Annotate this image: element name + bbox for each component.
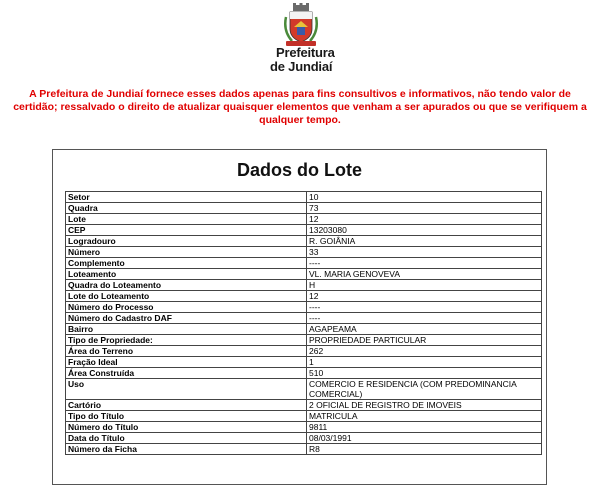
row-label: Data do Título — [66, 433, 307, 444]
row-label: Número do Cadastro DAF — [66, 313, 307, 324]
row-value: 9811 — [307, 422, 542, 433]
row-label: Número do Título — [66, 422, 307, 433]
table-row — [66, 203, 542, 214]
table-row — [66, 346, 542, 357]
table-row — [66, 400, 542, 411]
row-label: Tipo do Título — [66, 411, 307, 422]
table-row — [66, 433, 542, 444]
page-header — [0, 0, 600, 84]
table-row — [66, 444, 542, 455]
row-value: 2 OFICIAL DE REGISTRO DE IMOVEIS — [307, 400, 542, 411]
row-value: 73 — [307, 203, 542, 214]
row-value: COMERCIO E RESIDENCIA (COM PREDOMINANCIA COMERCIAL) — [307, 379, 542, 400]
table-row — [66, 192, 542, 203]
row-label: Área Construída — [66, 368, 307, 379]
row-label: Bairro — [66, 324, 307, 335]
row-label: CEP — [66, 225, 307, 236]
table-row — [66, 368, 542, 379]
row-value: 33 — [307, 247, 542, 258]
row-value: MATRICULA — [307, 411, 542, 422]
row-value: 08/03/1991 — [307, 433, 542, 444]
row-value: R8 — [307, 444, 542, 455]
table-row — [66, 236, 542, 247]
row-label: Quadra — [66, 203, 307, 214]
row-label: Número do Processo — [66, 302, 307, 313]
row-value: 12 — [307, 291, 542, 302]
row-value: VL. MARIA GENOVEVA — [307, 269, 542, 280]
row-label: Complemento — [66, 258, 307, 269]
table-row — [66, 269, 542, 280]
row-value: ---- — [307, 302, 542, 313]
row-value: ---- — [307, 258, 542, 269]
row-label: Área do Terreno — [66, 346, 307, 357]
table-row — [66, 280, 542, 291]
table-row — [66, 258, 542, 269]
lot-data-card — [52, 149, 547, 485]
row-value: R. GOIÂNIA — [307, 236, 542, 247]
row-value: 10 — [307, 192, 542, 203]
table-row — [66, 313, 542, 324]
row-label: Logradouro — [66, 236, 307, 247]
row-value: ---- — [307, 313, 542, 324]
row-value: 12 — [307, 214, 542, 225]
row-label: Número — [66, 247, 307, 258]
row-label: Setor — [66, 192, 307, 203]
row-value: PROPRIEDADE PARTICULAR — [307, 335, 542, 346]
table-row — [66, 302, 542, 313]
table-row — [66, 324, 542, 335]
row-value: 1 — [307, 357, 542, 368]
table-row — [66, 291, 542, 302]
table-row — [66, 411, 542, 422]
row-value: 13203080 — [307, 225, 542, 236]
table-row — [66, 379, 542, 400]
row-label: Número da Ficha — [66, 444, 307, 455]
table-row — [66, 247, 542, 258]
row-value: AGAPEAMA — [307, 324, 542, 335]
row-label: Loteamento — [66, 269, 307, 280]
logo-wordmark: Prefeitura de Jundiaí — [270, 45, 335, 74]
row-value: H — [307, 280, 542, 291]
disclaimer-text: A Prefeitura de Jundiaí fornece esses dados apenas para fins consultivos e informativos, não tendo valor de certidão; ressalvado o direito de atualizar quaisquer elementos que venham a ser apurados ou que se verifiquem a qualquer tempo. — [13, 88, 587, 126]
table-row — [66, 357, 542, 368]
table-row — [66, 335, 542, 346]
row-label: Uso — [66, 379, 307, 400]
coat-of-arms-icon — [282, 3, 320, 47]
row-value: 262 — [307, 346, 542, 357]
row-label: Lote do Loteamento — [66, 291, 307, 302]
row-label: Lote — [66, 214, 307, 225]
lot-data-table — [65, 191, 542, 455]
row-label: Tipo de Propriedade: — [66, 335, 307, 346]
row-label: Cartório — [66, 400, 307, 411]
row-label: Fração Ideal — [66, 357, 307, 368]
row-value: 510 — [307, 368, 542, 379]
row-label: Quadra do Loteamento — [66, 280, 307, 291]
table-row — [66, 422, 542, 433]
card-title: Dados do Lote — [237, 160, 362, 180]
table-row — [66, 225, 542, 236]
table-row — [66, 214, 542, 225]
